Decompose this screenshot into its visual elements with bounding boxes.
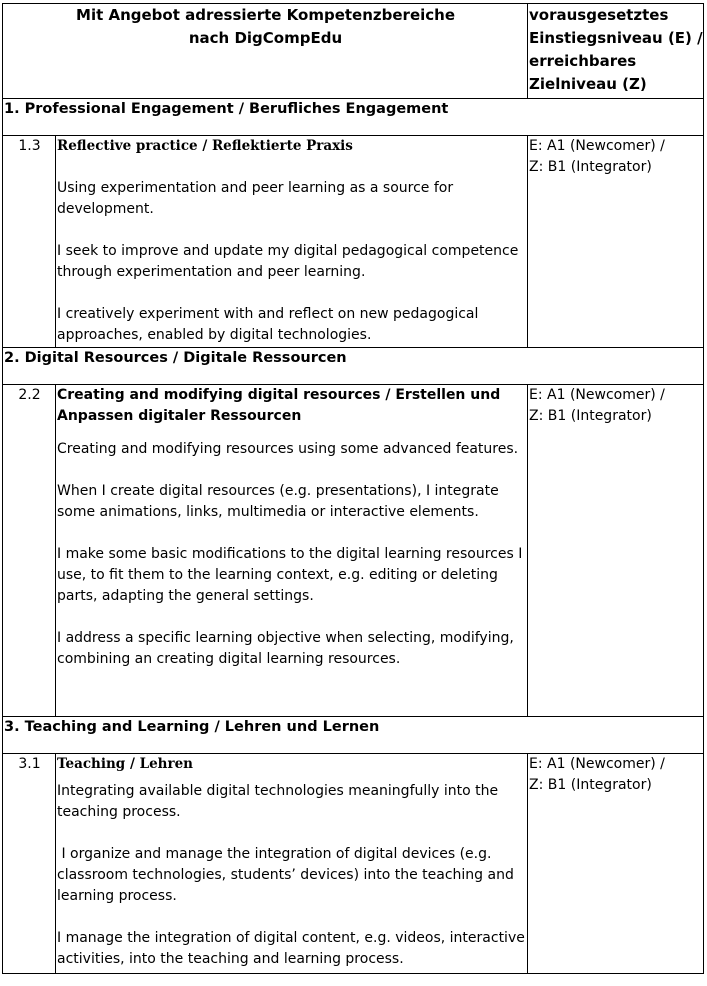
competence-paragraph: Using experimentation and peer learning as a source for development. (57, 180, 454, 217)
section-title: 3. Teaching and Learning / Lehren und Lernen (3, 717, 704, 754)
level-entry: E: A1 (Newcomer) / (529, 756, 665, 772)
competence-number: 2.2 (3, 385, 56, 717)
competence-paragraph: Integrating available digital technologies meaningfully into the teaching process. (57, 783, 499, 820)
competence-paragraph: Creating and modifying resources using some advanced features. (57, 441, 519, 457)
header-level-line-2: Einstiegsniveau (E) / (529, 29, 703, 47)
header-level-line-3: erreichbares (529, 52, 637, 70)
section-row (3, 99, 704, 136)
competence-level (528, 754, 704, 974)
competence-number: 3.1 (3, 754, 56, 974)
section-title: 1. Professional Engagement / Berufliches Engagement (3, 99, 704, 136)
header-main-line-1: Mit Angebot adressierte Kompetenzbereiche (76, 6, 455, 24)
level-target: Z: B1 (Integrator) (529, 159, 652, 175)
level-entry: E: A1 (Newcomer) / (529, 387, 665, 403)
competence-level (528, 136, 704, 348)
competence-number: 1.3 (3, 136, 56, 348)
competence-table (2, 3, 704, 974)
competence-row (3, 754, 704, 974)
competence-paragraph: When I create digital resources (e.g. presentations), I integrate some animations, links, multimedia or interactive elements. (57, 483, 499, 520)
level-entry: E: A1 (Newcomer) / (529, 138, 665, 154)
competence-paragraph: I manage the integration of digital content, e.g. videos, interactive activities, into the teaching and learning process. (57, 930, 525, 967)
header-main-line-2: nach DigCompEdu (188, 29, 343, 47)
competence-paragraph: I address a specific learning objective when selecting, modifying, combining an creating digital learning resources. (57, 630, 514, 667)
competence-description (56, 385, 528, 717)
competence-description (56, 754, 528, 974)
competence-description (56, 136, 528, 348)
competence-paragraph: I seek to improve and update my digital pedagogical competence through experimentation and peer learning. (57, 243, 519, 280)
section-title: 2. Digital Resources / Digitale Ressourcen (3, 348, 704, 385)
competence-paragraph: I creatively experiment with and reflect on new pedagogical approaches, enabled by digital technologies. (57, 306, 479, 343)
competence-paragraph: I make some basic modifications to the digital learning resources I use, to fit them to the learning context, e.g. editing or deleting parts, adapting the general settings. (57, 546, 523, 604)
header-level-line-4: Zielniveau (Z) (529, 75, 647, 93)
competence-level (528, 385, 704, 717)
competence-subtitle: Teaching / Lehren (57, 756, 193, 772)
level-target: Z: B1 (Integrator) (529, 408, 652, 424)
competence-row (3, 385, 704, 717)
section-row (3, 348, 704, 385)
competence-subtitle: Creating and modifying digital resources / Erstellen und Anpassen digitaler Ressourcen (57, 387, 501, 424)
header-row (3, 4, 704, 99)
level-target: Z: B1 (Integrator) (529, 777, 652, 793)
header-level (528, 4, 704, 99)
section-row (3, 717, 704, 754)
competence-paragraph: I organize and manage the integration of digital devices (e.g. classroom technologies, students’ devices) into the teaching and learning process. (57, 846, 519, 904)
header-level-line-1: vorausgesetztes (529, 6, 669, 24)
competence-subtitle: Reflective practice / Reflektierte Praxis (57, 138, 353, 154)
competence-row (3, 136, 704, 348)
header-competence-areas (3, 4, 528, 99)
